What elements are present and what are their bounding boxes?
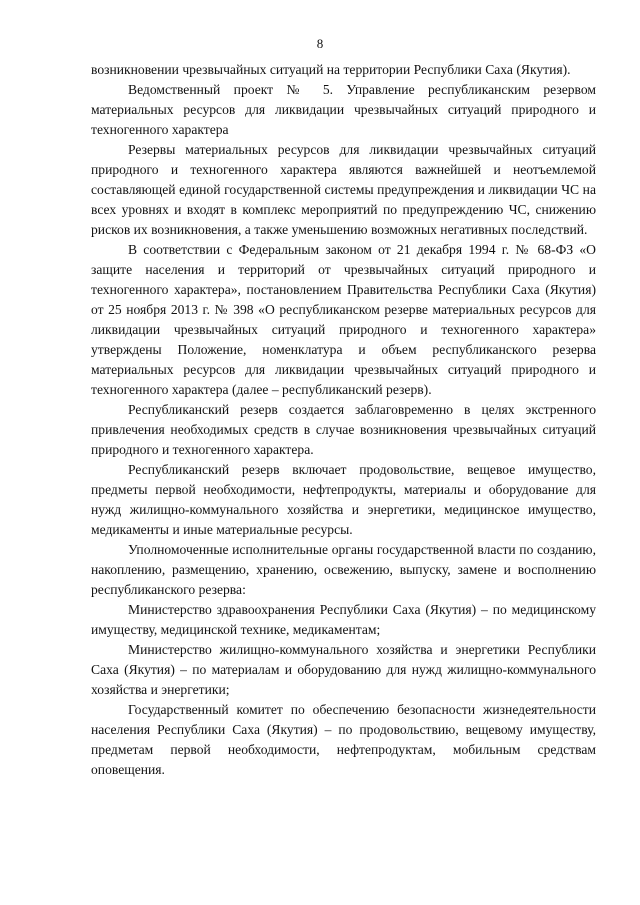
- paragraph-project-heading: Ведомственный проект № 5. Управление республиканским резервом материальных ресурсов для ликвидации чрезвычайных ситуаций природного и техногенного характера: [91, 82, 596, 137]
- document-body: [91, 60, 596, 780]
- paragraph-reserves-description: Резервы материальных ресурсов для ликвидации чрезвычайных ситуаций природного и техногенного характера являются важнейшей и неотъемлемой составляющей единой государственной системы предупреждения и ликвидации ЧС на всех уровнях и входят в комплекс мероприятий по предупреждению ЧС, снижению рисков их возникновения, а также уменьшению возможных негативных последствий.: [91, 142, 596, 237]
- paragraph-ministry-health: Министерство здравоохранения Республики Саха (Якутия) – по медицинскому имуществу, медицинской технике, медикаментам;: [91, 602, 596, 637]
- paragraph-authorized-bodies: Уполномоченные исполнительные органы государственной власти по созданию, накоплению, размещению, хранению, освежению, выпуску, замене и восполнению республиканского резерва:: [91, 542, 596, 597]
- page-number: 8: [316, 36, 324, 51]
- paragraph-state-committee: Государственный комитет по обеспечению безопасности жизнедеятельности населения Республики Саха (Якутия) – по продовольствию, вещевому имуществу, предметам первой необходимости, нефтепродуктам, мобильным средствам оповещения.: [91, 702, 596, 777]
- paragraph-reserve-contents: Республиканский резерв включает продовольствие, вещевое имущество, предметы первой необходимости, нефтепродукты, материалы и оборудование для нужд жилищно-коммунального хозяйства и энергетики, медицинское имущество, медикаменты и иные материальные ресурсы.: [91, 462, 596, 537]
- paragraph-legal-basis: В соответствии с Федеральным законом от 21 декабря 1994 г. № 68-ФЗ «О защите населения и территорий от чрезвычайных ситуаций природного и техногенного характера», постановлением Правительства Республики Саха (Якутия) от 25 ноября 2013 г. № 398 «О республиканском резерве материальных ресурсов для ликвидации чрезвычайных ситуаций природного и техногенного характера» утверждены Положение, номенклатура и объем республиканского резерва материальных ресурсов для ликвидации чрезвычайных ситуаций природного и техногенного характера (далее – республиканский резерв).: [91, 242, 596, 397]
- paragraph-ministry-housing: Министерство жилищно-коммунального хозяйства и энергетики Республики Саха (Якутия) – по материалам и оборудованию для нужд жилищно-коммунального хозяйства и энергетики;: [91, 642, 596, 697]
- paragraph-reserve-purpose: Республиканский резерв создается заблаговременно в целях экстренного привлечения необходимых средств в случае возникновения чрезвычайных ситуаций природного и техногенного характера.: [91, 402, 596, 457]
- paragraph-continuation: возникновении чрезвычайных ситуаций на территории Республики Саха (Якутия).: [91, 62, 571, 77]
